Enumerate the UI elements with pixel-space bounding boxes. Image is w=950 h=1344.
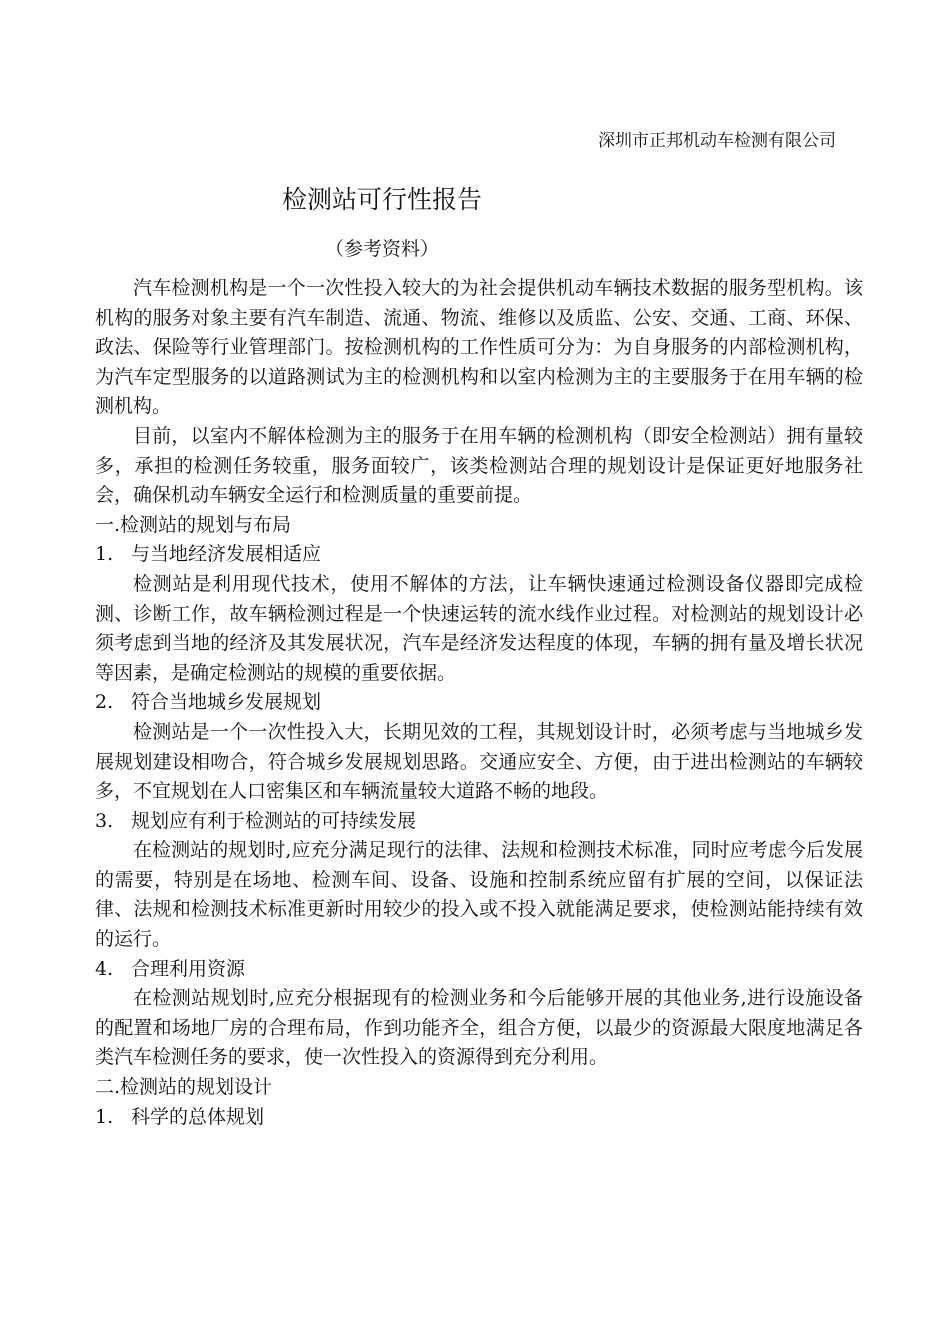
subsection-number: 1. bbox=[95, 1105, 114, 1128]
body-paragraph: 在检测站的规划时,应充分满足现行的法律、法规和检测技术标准，同时应考虑今后发展的需要，特别是在场地、检测车间、设备、设施和控制系统应留有扩展的空间，以保证法律、法规和检测技术标准更新时用较少的投入或不投入就能满足要求，使检测站能持续有效的运行。 bbox=[95, 839, 863, 951]
body-paragraph: 检测站是一个一次性投入大，长期见效的工程，其规划设计时，必须考虑与当地城乡发展规划建设相吻合，符合城乡发展规划思路。交通应安全、方便，由于进出检测站的车辆较多，不宜规划在人口密集区和车辆流量较大道路不畅的地段。 bbox=[95, 720, 863, 803]
subsection-number: 3. bbox=[95, 809, 114, 832]
subsection-heading bbox=[95, 807, 863, 837]
section-heading: 二.检测站的规划设计 bbox=[95, 1076, 273, 1099]
subsection-title: 合理利用资源 bbox=[131, 957, 246, 980]
subsection-heading bbox=[95, 540, 863, 570]
subsection-heading bbox=[95, 1103, 863, 1133]
intro-paragraph: 汽车检测机构是一个一次性投入较大的为社会提供机动车辆技术数据的服务型机构。该机构的服务对象主要有汽车制造、流通、物流、维修以及质监、公安、交通、工商、环保、政法、保险等行业管理部门。按检测机构的工作性质可分为：为自身服务的内部检测机构，为汽车定型服务的以道路测试为主的检测机构和以室内检测为主的主要服务于在用车辆的检测机构。 bbox=[95, 277, 863, 418]
document-title: 检测站可行性报告 bbox=[282, 185, 483, 214]
subsection-title: 科学的总体规划 bbox=[131, 1105, 265, 1128]
body-paragraph: 检测站是利用现代技术，使用不解体的方法，让车辆快速通过检测设备仪器即完成检测、诊断工作，故车辆检测过程是一个快速运转的流水线作业过程。对检测站的规划设计必须考虑到当地的经济及其发展状况，汽车是经济发达程度的体现，车辆的拥有量及增长状况等因素，是确定检测站的规模的重要依据。 bbox=[95, 572, 863, 684]
subsection-number: 1. bbox=[95, 543, 114, 566]
subsection-title: 规划应有利于检测站的可持续发展 bbox=[131, 809, 417, 832]
subsection-heading bbox=[95, 955, 863, 985]
section-heading: 一.检测站的规划与布局 bbox=[95, 513, 292, 536]
subsection-number: 2. bbox=[95, 691, 114, 714]
subsection-title: 与当地经济发展相适应 bbox=[131, 543, 322, 566]
subsection-number: 4. bbox=[95, 957, 114, 980]
body-paragraph: 在检测站规划时,应充分根据现有的检测业务和今后能够开展的其他业务,进行设施设备的配置和场地厂房的合理布局，作到功能齐全，组合方便，以最少的资源最大限度地满足各类汽车检测任务的要求，使一次性投入的资源得到充分利用。 bbox=[95, 987, 863, 1069]
document-subtitle: （参考资料） bbox=[325, 238, 440, 260]
subsection-heading bbox=[95, 688, 863, 718]
company-name: 深圳市正邦机动车检测有限公司 bbox=[598, 131, 836, 151]
intro-paragraph: 目前，以室内不解体检测为主的服务于在用车辆的检测机构（即安全检测站）拥有量较多，承担的检测任务较重，服务面较广，该类检测站合理的规划设计是保证更好地服务社会，确保机动车辆安全运行和检测质量的重要前提。 bbox=[95, 424, 863, 507]
subsection-title: 符合当地城乡发展规划 bbox=[131, 691, 322, 714]
document-body bbox=[95, 274, 863, 1132]
